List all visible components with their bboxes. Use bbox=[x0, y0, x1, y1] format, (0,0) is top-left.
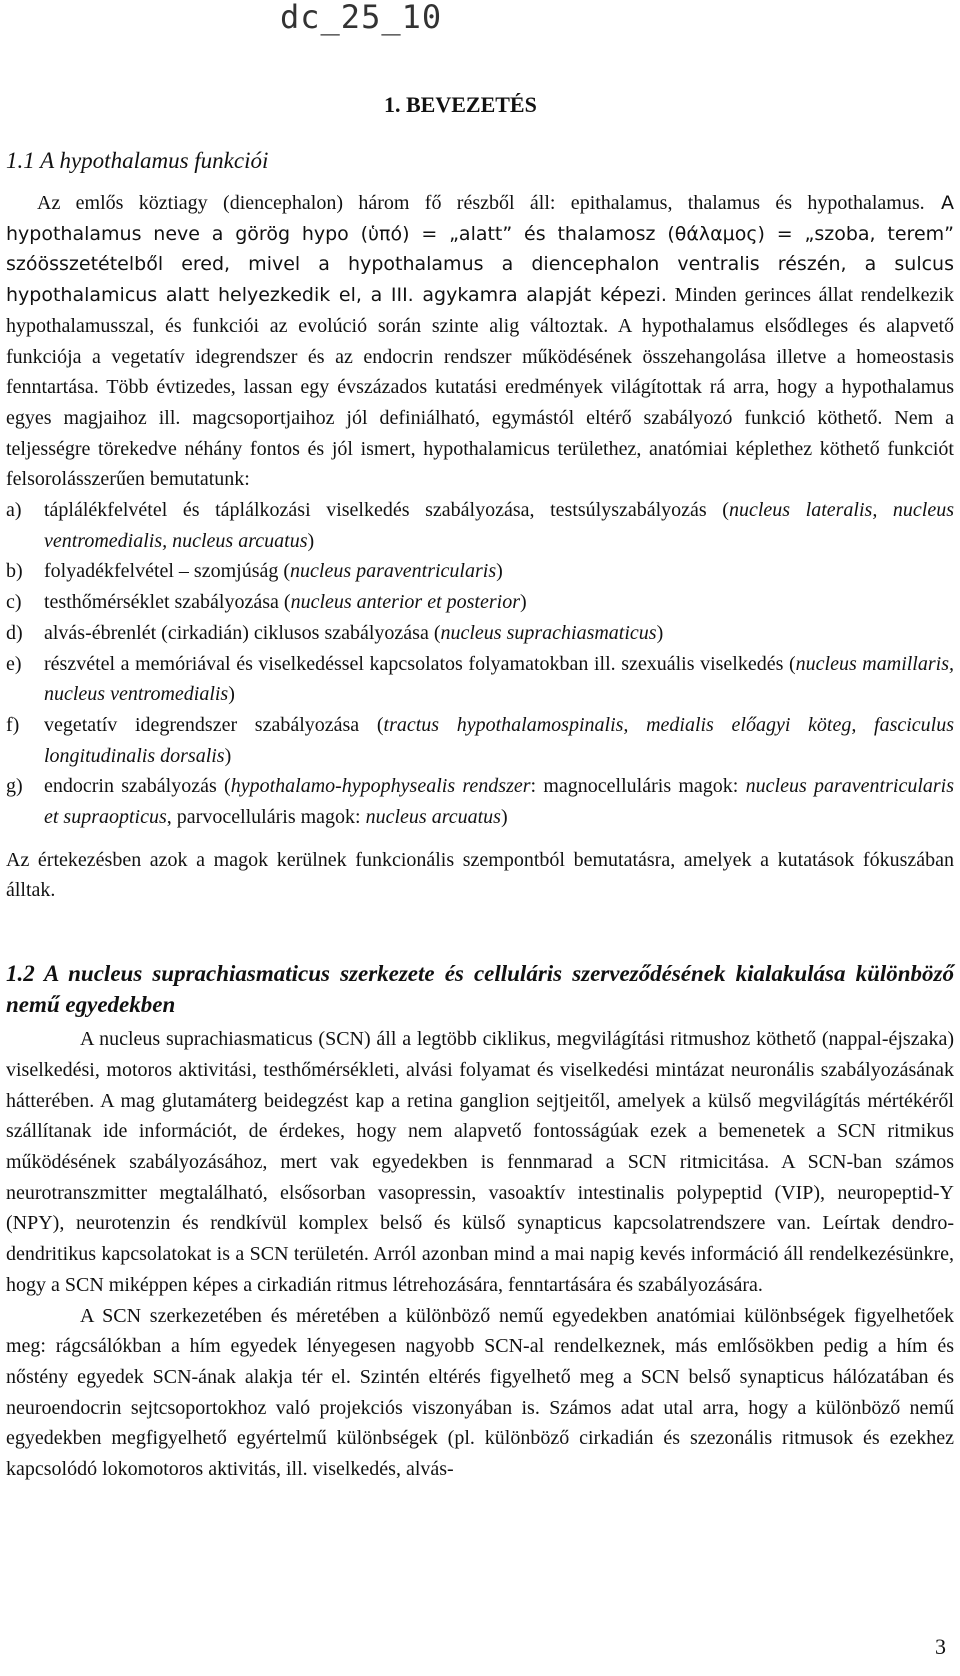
list-item-italic: nucleus paraventricularis et supraopticus bbox=[44, 775, 954, 829]
section-1-paragraph-line1: Az emlős köztiagy (diencephalon) három fő részből áll: epithalamus, thalamus és hypothalamus. bbox=[37, 192, 925, 214]
list-item-label: f) bbox=[6, 713, 20, 736]
list-item-label: b) bbox=[6, 560, 23, 583]
list-item-text: táplálékfelvétel és táplálkozási viselkedés szabályozása, testsúlyszabályozás ( bbox=[44, 499, 729, 522]
list-item-italic: hypothalamo-hypophysealis rendszer bbox=[230, 775, 531, 798]
list-item-after: ) bbox=[496, 560, 503, 583]
list-item-text: részvétel a memóriával és viselkedéssel kapcsolatos folyamatokban ill. szexuális viselkedés ( bbox=[44, 652, 796, 675]
function-list bbox=[6, 495, 954, 833]
list-item-italic: nucleus lateralis, nucleus ventromedialis, nucleus arcuatus bbox=[44, 499, 955, 552]
list-item bbox=[6, 710, 954, 771]
list-item-text: endocrin szabályozás ( bbox=[44, 775, 231, 798]
list-item-text: testhőmérséklet szabályozása ( bbox=[44, 591, 291, 614]
section-1-paragraph bbox=[6, 188, 954, 495]
list-item-italic: nucleus arcuatus bbox=[365, 806, 501, 829]
list-item bbox=[6, 649, 954, 710]
list-item-label: a) bbox=[6, 499, 22, 522]
list-item-italic: nucleus suprachiasmaticus bbox=[440, 621, 657, 644]
section-1-title: 1.1 A hypothalamus funkciói bbox=[6, 148, 269, 173]
doc-id-header: dc_25_10 bbox=[280, 0, 443, 36]
list-item-italic: nucleus anterior et posterior bbox=[290, 591, 520, 614]
list-item bbox=[6, 587, 954, 618]
list-item-italic: nucleus mamillaris, nucleus ventromedialis bbox=[44, 652, 954, 706]
section-2-paragraph-2: A SCN szerkezetében és méretében a különböző nemű egyedekben anatómiai különbségek figyelhetőek meg: rágcsálókban a hím egyedek lényegesen nagyobb SCN-al rendelkeznek, más emlősökben pedig a hím és nőstény egyedek SCN-ának alakja tér el. Szintén eltérés figyelhető meg a SCN belső synapticus hálózatában és neuroendocrin sejtcsoportokhoz való projekciós viszonyában is. Számos adat utal arra, hogy a különböző nemű egyedekben megfigyelhető egyértelmű különbségek (pl. különböző cirkadián és szezonális ritmusok és ezekhez kapcsolódó lokomotoros aktivitás, ill. viselkedés, alvás- bbox=[6, 1304, 954, 1481]
list-item-after: ) bbox=[500, 806, 508, 829]
list-item-label: d) bbox=[6, 621, 23, 644]
list-item-after: ) bbox=[307, 529, 315, 552]
page-number: 3 bbox=[935, 1634, 946, 1659]
list-item-label: c) bbox=[6, 591, 22, 614]
list-item-italic: nucleus paraventricularis bbox=[290, 560, 497, 583]
section-2-paragraph-1: A nucleus suprachiasmaticus (SCN) áll a legtöbb ciklikus, megvilágítási ritmushoz köthető (nappal-éjszaka) viselkedési, motoros aktivitási, testhőmérsékleti, alvási folyamat és viselkedési mintázat neuronális szabályozásának hátterében. A mag glutamáterg beidegzést kap a retina ganglion sejtjeitől, amelyek a külső megvilágítás mértékéről szállítanak ide információt, de érdekes, hogy nem alapvető fontosságúak ezek a bemenetek a SCN ritmikus működésének szabályozásához, mert vak egyedekben is fennmarad a SCN ritmicitása. A SCN-ban számos neurotranszmitter megtalálható, elsősorban vasopressin, vasoaktív intestinalis polypeptid (VIP), neuropeptid-Y (NPY), neurotenzin és rendkívül komplex belső és külső synapticus kapcsolatrendszere van. Leírtak dendro-dendritikus kapcsolatokat is a SCN területén. Arról azonban mind a mai napig kevés információ áll rendelkezésünkre, hogy a SCN miképpen képes a cirkadián ritmus létrehozására, fenntartására és szabályozására. bbox=[6, 1028, 954, 1296]
list-item-text: alvás-ébrenlét (cirkadián) ciklusos szabályozása ( bbox=[44, 621, 441, 644]
section-1-closing: Az értekezésben azok a magok kerülnek funkcionális szempontból bemutatásra, amelyek a kutatások fókuszában álltak. bbox=[6, 848, 954, 902]
list-item-after: ) bbox=[520, 591, 527, 614]
list-item-after: , parvocelluláris magok: bbox=[166, 806, 366, 829]
list-item bbox=[6, 495, 954, 556]
list-item bbox=[6, 618, 954, 649]
section-2-title: 1.2 A nucleus suprachiasmaticus szerkezete és celluláris szerveződésének kialakulása különböző nemű egyedekben bbox=[6, 961, 954, 1018]
section-1-paragraph-sans: A hypothalamus neve a görög hypo (ὑπό) = „alatt” és thalamosz (θάλαμος) = „szoba, terem” szóösszetételből ered, mivel a hypothalamus a diencephalon ventralis részén, a sulcus hypothalamicus alatt helyezkedik el, a III. agykamra alapját képezi. bbox=[6, 192, 955, 307]
list-item-text: vegetatív idegrendszer szabályozása ( bbox=[44, 713, 384, 736]
list-item-label: e) bbox=[6, 652, 22, 675]
list-item bbox=[6, 556, 954, 587]
list-item-after: ) bbox=[656, 621, 664, 644]
list-item-label: g) bbox=[6, 775, 23, 798]
list-item-after: : magnocelluláris magok: bbox=[530, 775, 746, 798]
list-item bbox=[6, 771, 954, 832]
list-item-text: folyadékfelvétel – szomjúság ( bbox=[44, 560, 291, 583]
list-item-after: ) bbox=[224, 744, 232, 767]
chapter-title: 1. BEVEZETÉS bbox=[384, 92, 537, 117]
document-body bbox=[6, 145, 954, 1485]
list-item-italic: tractus hypothalamospinalis, medialis előagyi köteg, fasciculus longitudinalis dorsalis bbox=[44, 713, 955, 767]
list-item-after: ) bbox=[228, 683, 235, 706]
section-1-paragraph-rest: Minden gerinces állat rendelkezik hypothalamusszal, és funkciói az evolúció során szinte alig változtak. A hypothalamus elsődleges és alapvető funkciója a vegetatív idegrendszer és az endocrin rendszer működésének összehangolása illetve a homeostasis fenntartása. Több évtizedes, lassan egy évszázados kutatási eredmények világítottak rá arra, hogy a hypothalamus egyes magjaihoz ill. magcsoportjaihoz jól definiálható, egymástól eltérő szabályozó funkció köthető. Nem a teljességre törekedve néhány fontos és jól ismert, hypothalamicus területhez, anatómiai képlethez köthető funkciót felsorolásszerűen bemutatunk: bbox=[6, 284, 954, 491]
